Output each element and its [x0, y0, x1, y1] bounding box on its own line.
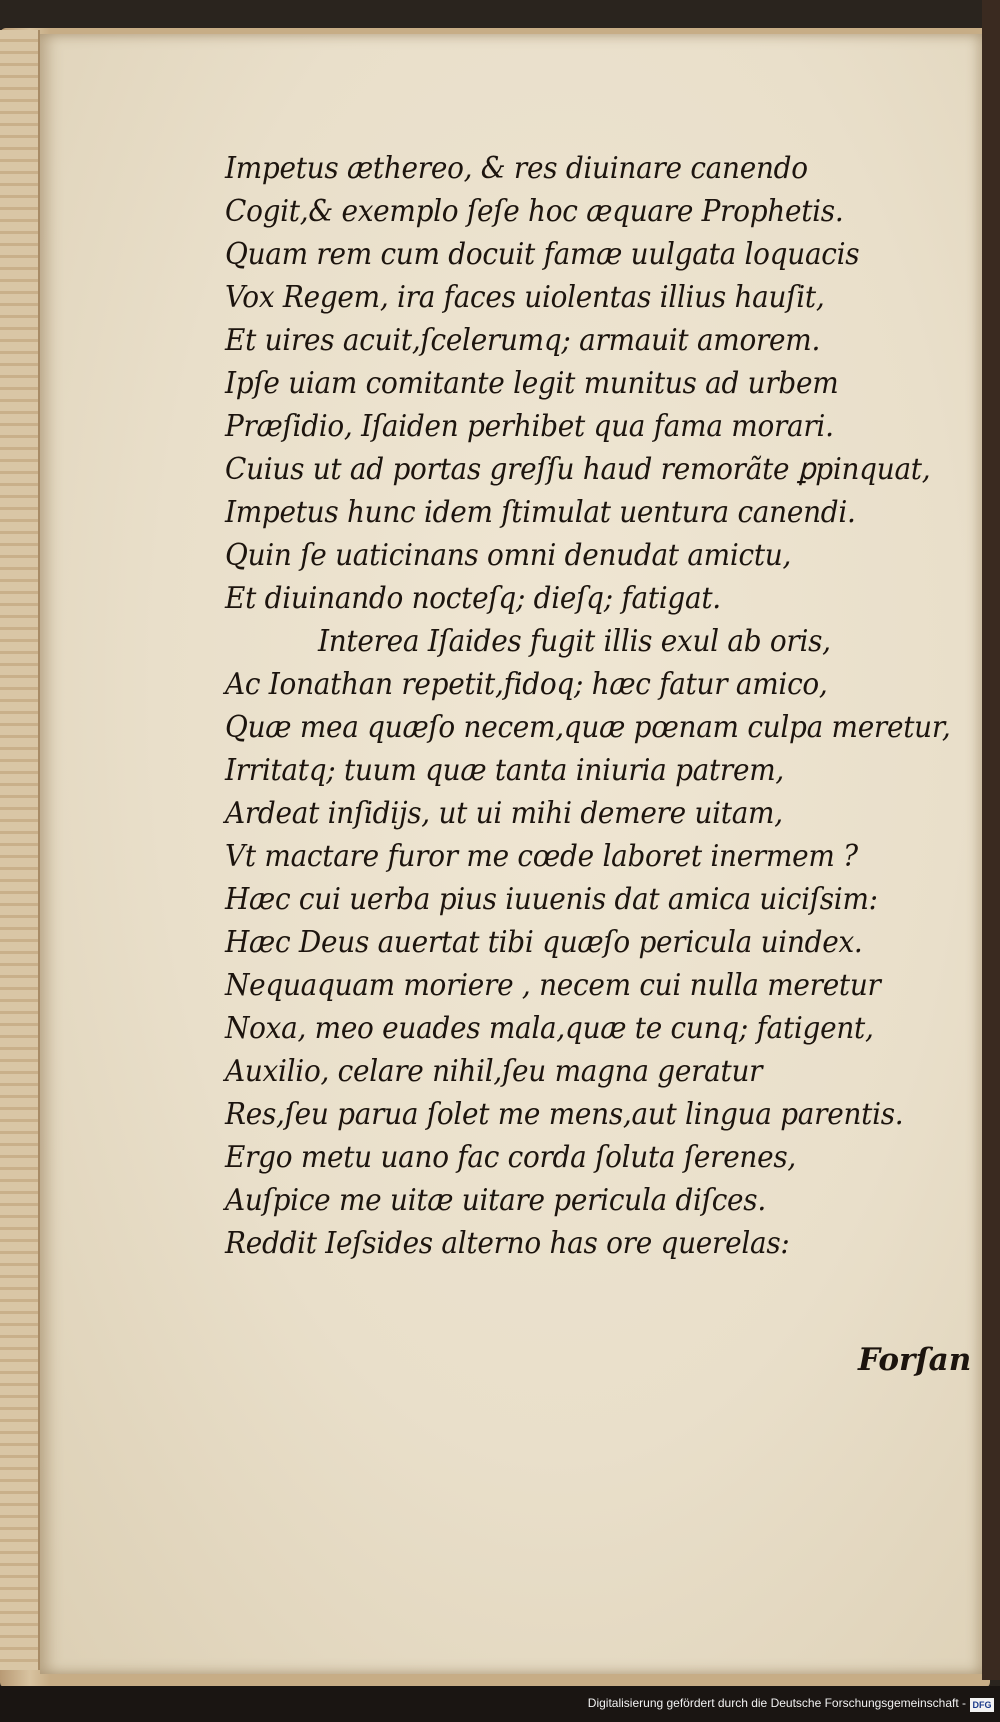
book-page — [40, 34, 982, 1674]
verse-line: Hæc cui uerba pius iuuenis dat amica uiciſsim: — [225, 882, 878, 917]
page-stack-edge — [0, 30, 40, 1670]
verse-line: Et diuinando nocteſq; dieſq; fatigat. — [225, 581, 721, 616]
verse-line: Quin ſe uaticinans omni denudat amictu, — [225, 538, 792, 573]
verse-line: Vt mactare furor me cœde laboret inermem ? — [225, 839, 858, 874]
verse-line: Impetus æthereo, & res diuinare canendo — [225, 151, 808, 186]
verse-line: Cogit,& exemplo ſeſe hoc æquare Prophetis. — [225, 194, 844, 229]
verse-line: Quæ mea quæſo necem,quæ pœnam culpa meretur, — [225, 710, 951, 745]
verse-line: Hæc Deus auertat tibi quæſo pericula uindex. — [225, 925, 863, 960]
verse-line-indented: Interea Iſaides fugit illis exul ab oris, — [318, 624, 831, 659]
verse-line: Præſidio, Iſaiden perhibet qua fama morari. — [225, 409, 834, 444]
dfg-logo: DFG — [970, 1698, 994, 1712]
verse-line: Nequaquam moriere , necem cui nulla meretur — [225, 968, 881, 1003]
verse-line: Ac Ionathan repetit,fidoq; hæc fatur amico, — [225, 667, 828, 702]
verse-line: Impetus hunc idem ſtimulat uentura canendi. — [225, 495, 856, 530]
verse-line: Ipſe uiam comitante legit munitus ad urbem — [225, 366, 839, 401]
verse-line: Res,ſeu parua ſolet me mens,aut lingua parentis. — [225, 1097, 904, 1132]
funding-credit: Digitalisierung gefördert durch die Deutsche Forschungsgemeinschaft - — [587, 1696, 966, 1710]
verse-line: Vox Regem, ira faces uiolentas illius hauſit, — [225, 280, 825, 315]
catchword: Forſan — [858, 1342, 972, 1378]
verse-line: Ardeat inſidijs, ut ui mihi demere uitam, — [225, 796, 783, 831]
verse-line: Et uires acuit,ſcelerumq; armauit amorem. — [225, 323, 821, 358]
verse-line: Irritatq; tuum quæ tanta iniuria patrem, — [225, 753, 785, 788]
verse-line: Quam rem cum docuit famæ uulgata loquacis — [225, 237, 860, 272]
verse-line: Cuius ut ad portas greſſu haud remorãte ꝑpinquat, — [225, 452, 931, 487]
verse-line: Noxa, meo euades mala,quæ te cunq; fatigent, — [225, 1011, 874, 1046]
verse-text — [225, 147, 985, 1265]
verse-line: Auſpice me uitæ uitare pericula diſces. — [225, 1183, 766, 1218]
verse-line: Reddit Ieſsides alterno has ore querelas: — [225, 1226, 790, 1261]
verse-line: Ergo metu uano fac corda ſoluta ſerenes, — [225, 1140, 796, 1175]
footer-bar — [0, 1686, 1000, 1722]
verse-line: Auxilio, celare nihil,ſeu magna geratur — [225, 1054, 763, 1089]
